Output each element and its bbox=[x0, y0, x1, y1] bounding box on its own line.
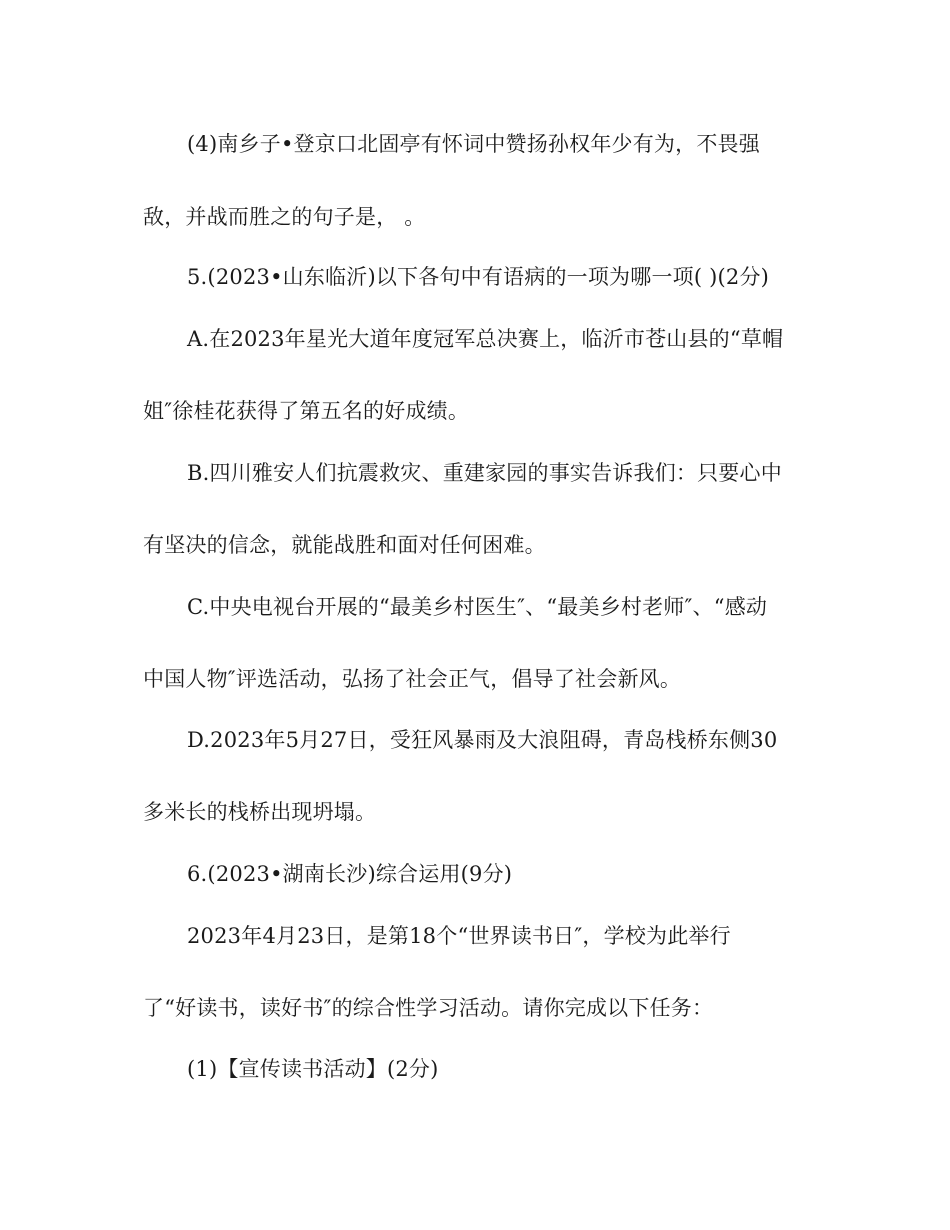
option-a-part1: A.在2023年星光大道年度冠军总决赛上，临沂市苍山县的“草帽 bbox=[187, 327, 784, 351]
text-line-q4-part1: (4)南乡子•登京口北固亭有怀词中赞扬孙权年少有为，不畏强 bbox=[187, 132, 760, 156]
option-c-part2: 中国人物″评选活动，弘扬了社会正气，倡导了社会新风。 bbox=[143, 667, 682, 691]
task-1-heading: (1)【宣传读书活动】(2分) bbox=[187, 1057, 439, 1081]
option-c-part1: C.中央电视台开展的“最美乡村医生″、“最美乡村老师″、“感动 bbox=[187, 595, 768, 619]
option-d-part1: D.2023年5月27日，受狂风暴雨及大浪阻碍，青岛栈桥东侧30 bbox=[187, 728, 778, 752]
question-6-intro-part1: 2023年4月23日，是第18个“世界读书日″，学校为此举行 bbox=[187, 924, 731, 948]
option-b-part2: 有坚决的信念，就能战胜和面对任何困难。 bbox=[143, 533, 546, 557]
text-line-q4-part2: 敌，并战而胜之的句子是， 。 bbox=[143, 205, 426, 229]
question-5-heading: 5.(2023•山东临沂)以下各句中有语病的一项为哪一项( )(2分) bbox=[187, 265, 770, 289]
question-6-heading: 6.(2023•湖南长沙)综合运用(9分) bbox=[187, 862, 513, 886]
option-a-part2: 姐″徐桂花获得了第五名的好成绩。 bbox=[143, 399, 470, 423]
option-d-part2: 多米长的栈桥出现坍塌。 bbox=[143, 800, 377, 824]
question-6-intro-part2: 了“好读书，读好书″的综合性学习活动。请你完成以下任务： bbox=[143, 996, 714, 1020]
option-b-part1: B.四川雅安人们抗震救灾、重建家园的事实告诉我们：只要心中 bbox=[187, 461, 782, 485]
